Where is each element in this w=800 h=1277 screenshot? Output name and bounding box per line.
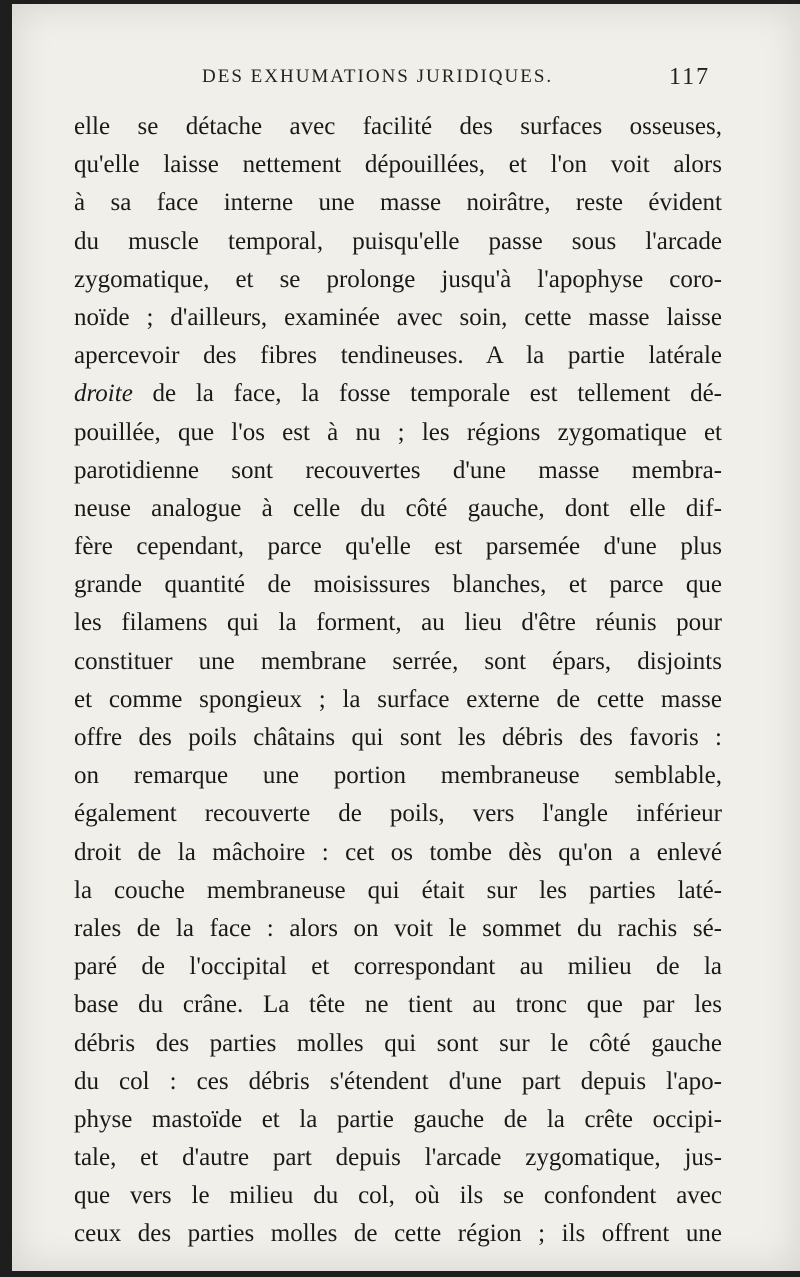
text-line: tale, et d'autre part depuis l'arcade zygomatique, jus- [74, 1144, 722, 1172]
text-line: constituer une membrane serrée, sont épars, disjoints [74, 647, 722, 675]
text-line: rales de la face : alors on voit le sommet du rachis sé- [74, 914, 722, 942]
italic-word: droite [74, 380, 133, 408]
text-line-rest: de la face, la fosse temporale est tellement dé- [132, 380, 722, 408]
text-line: offre des poils châtains qui sont les débris des favoris : [74, 724, 722, 751]
text-line: que vers le milieu du col, où ils se confondent avec [74, 1182, 722, 1210]
text-line-with-italic [74, 375, 722, 413]
text-line: du col : ces débris s'étendent d'une part depuis l'apo- [74, 1067, 722, 1095]
text-line: à sa face interne une masse noirâtre, reste évident [74, 189, 722, 217]
text-line: qu'elle laisse nettement dépouillées, et l'on voit alors [74, 151, 722, 179]
text-line: les filamens qui la forment, au lieu d'être réunis pour [74, 609, 722, 637]
text-line: fère cependant, parce qu'elle est parsemée d'une plus [74, 533, 722, 561]
running-head [12, 64, 800, 94]
page-number: 117 [669, 64, 711, 90]
text-line: base du crâne. La tête ne tient au tronc que par les [74, 991, 722, 1019]
text-line: parotidienne sont recouvertes d'une masse membra- [74, 456, 722, 484]
text-line: elle se détache avec facilité des surfaces osseuses, [74, 113, 722, 140]
text-line: grande quantité de moisissures blanches, et parce que [74, 571, 722, 599]
text-line: apercevoir des fibres tendineuses. A la partie latérale [74, 342, 722, 370]
text-line: du muscle temporal, puisqu'elle passe sous l'arcade [74, 227, 722, 255]
text-line: physe mastoïde et la partie gauche de la crête occipi- [74, 1105, 722, 1133]
text-line: paré de l'occipital et correspondant au milieu de la [74, 953, 722, 981]
text-line: noïde ; d'ailleurs, examinée avec soin, cette masse laisse [74, 303, 722, 331]
text-line: on remarque une portion membraneuse semblable, [74, 762, 722, 790]
text-line: et comme spongieux ; la surface externe de cette masse [74, 685, 722, 713]
text-line: neuse analogue à celle du côté gauche, dont elle dif- [74, 494, 722, 522]
text-line: droit de la mâchoire : cet os tombe dès qu'on a enlevé [74, 838, 722, 866]
text-line: également recouverte de poils, vers l'angle inférieur [74, 800, 722, 828]
text-line: pouillée, que l'os est à nu ; les régions zygomatique et [74, 418, 722, 446]
body-text [74, 108, 722, 1254]
book-page [12, 4, 800, 1271]
text-line: débris des parties molles qui sont sur le côté gauche [74, 1029, 722, 1057]
text-line: zygomatique, et se prolonge jusqu'à l'apophyse coro- [74, 265, 722, 293]
running-title: DES EXHUMATIONS JURIDIQUES. [202, 66, 554, 87]
text-line: la couche membraneuse qui était sur les parties laté- [74, 876, 722, 904]
text-line: ceux des parties molles de cette région ; ils offrent une [74, 1220, 722, 1248]
